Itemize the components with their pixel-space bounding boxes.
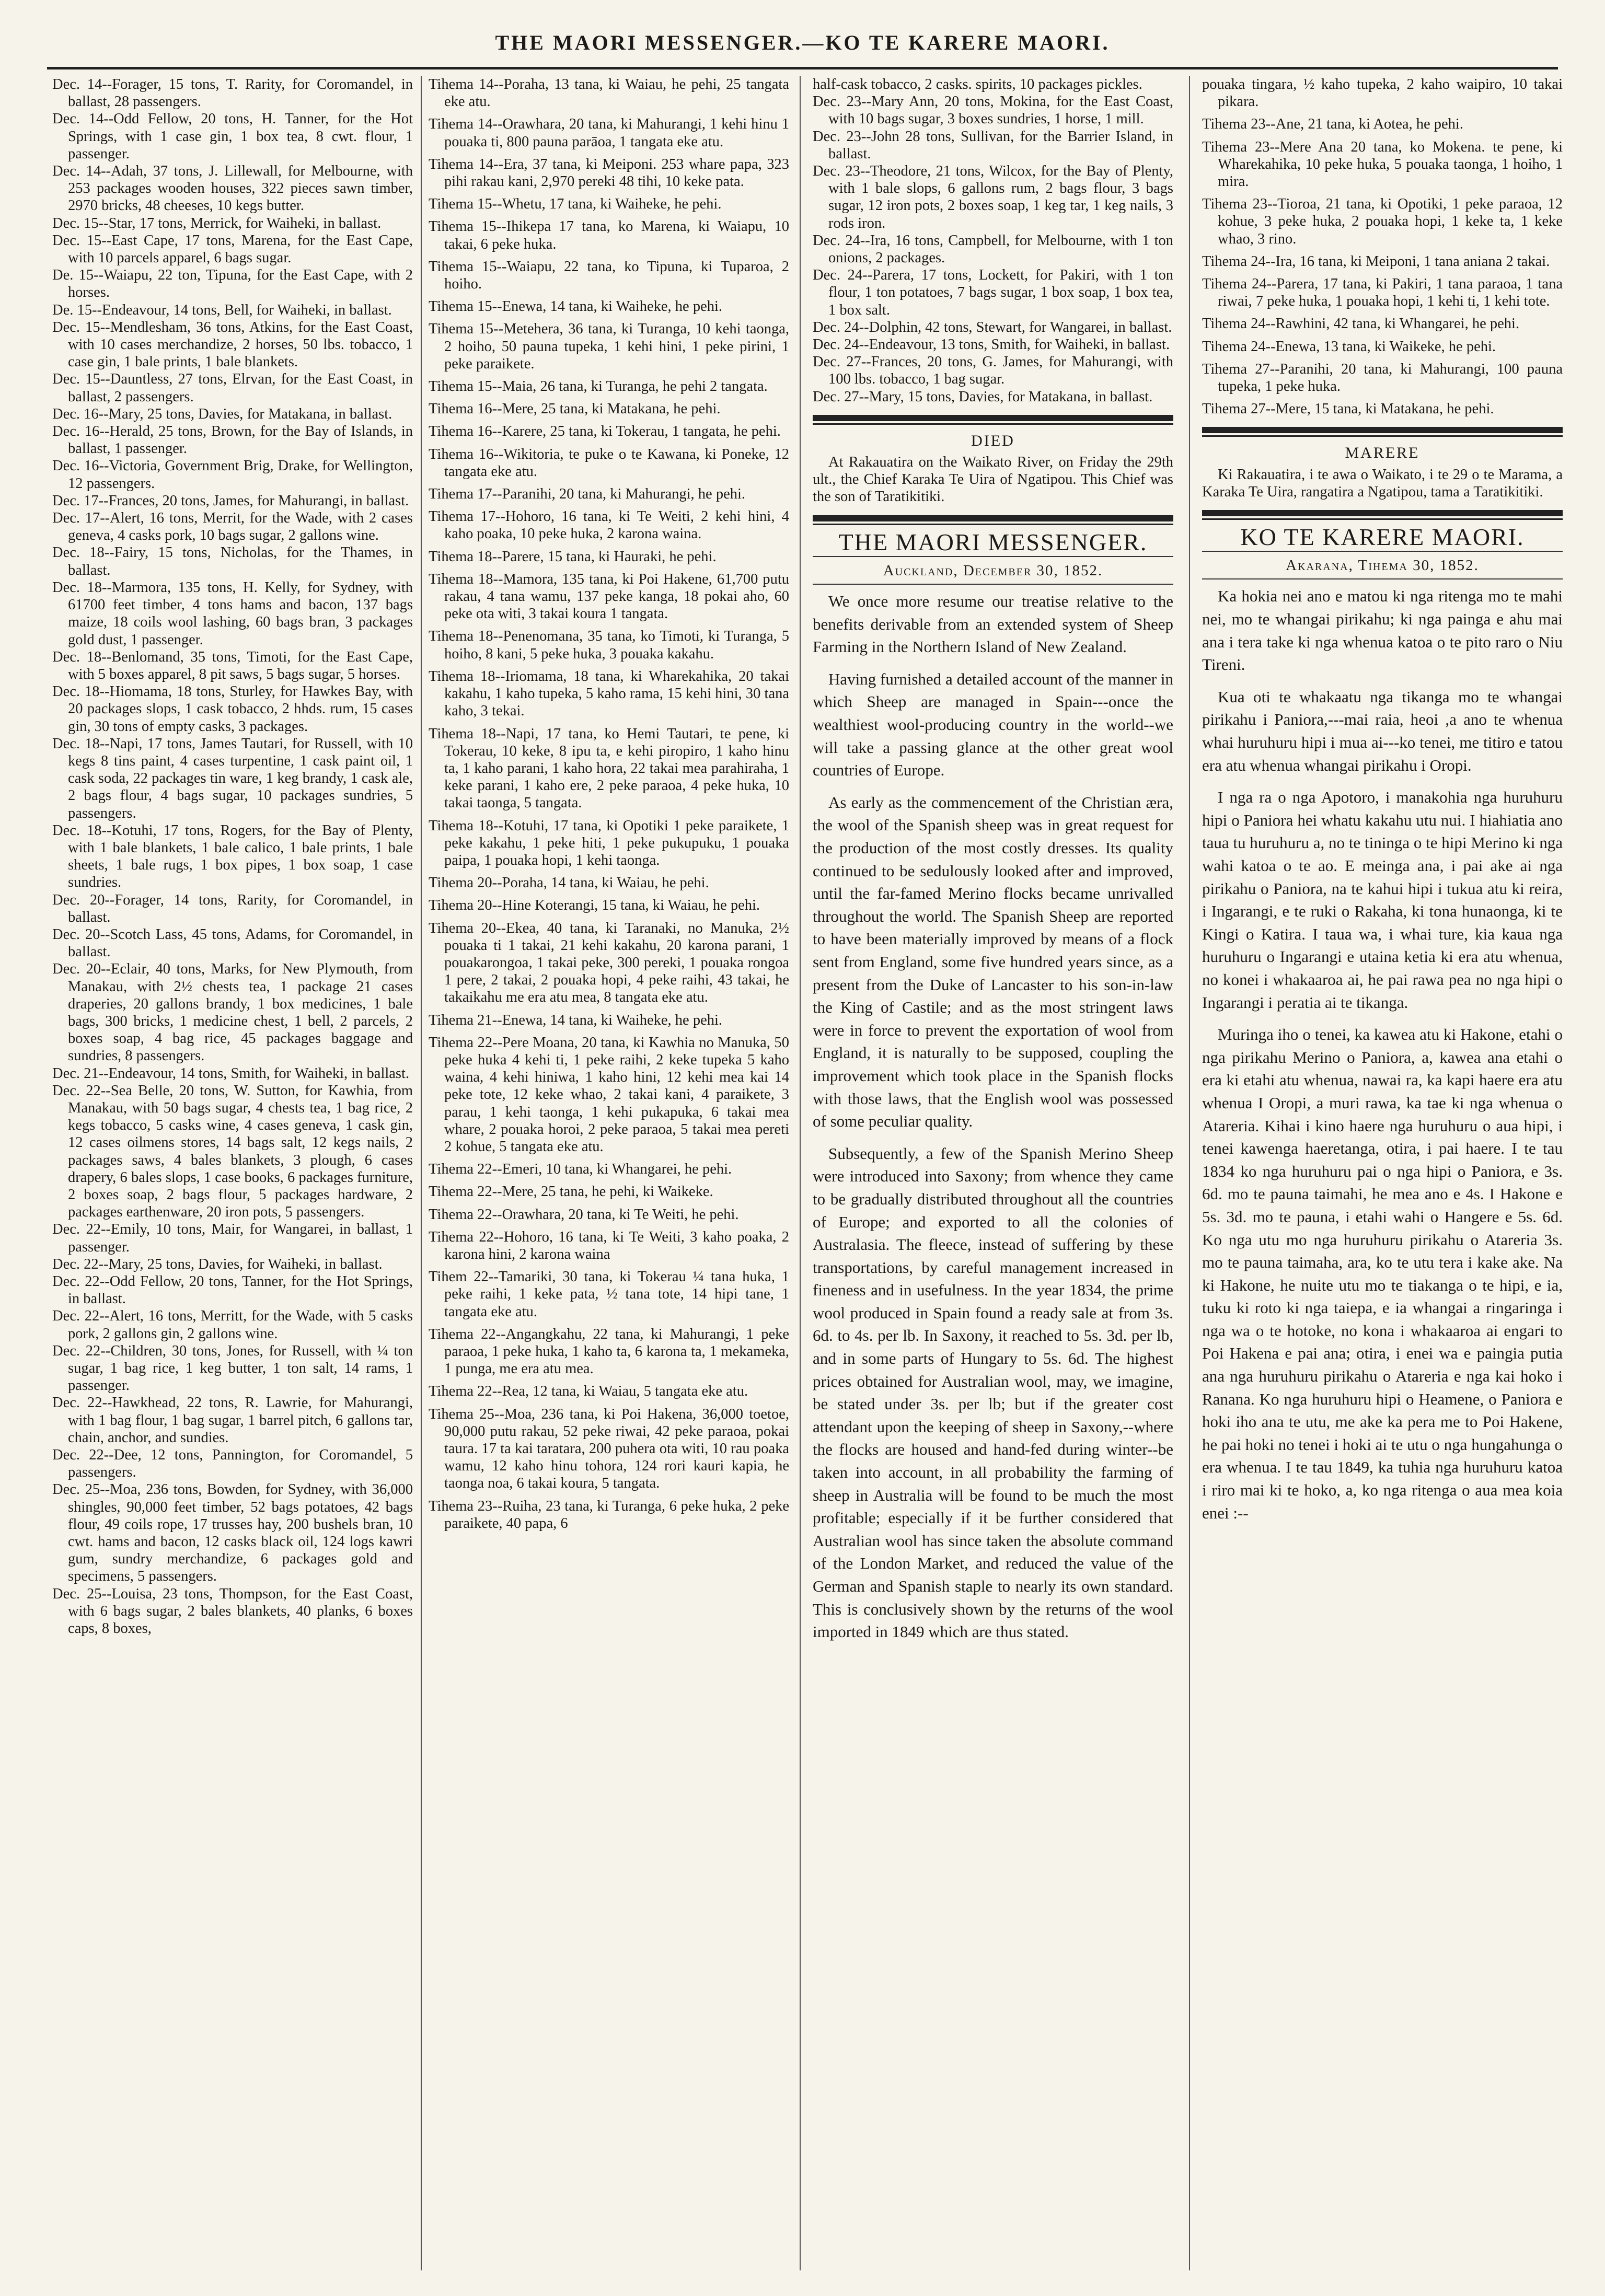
shipping-entry: Tihema 18--Parere, 15 tana, ki Hauraki, he pehi. (429, 548, 717, 565)
section-rule (813, 515, 1173, 525)
shipping-entry: Dec. 22--Odd Fellow, 20 tons, Tanner, for the Hot Springs, in ballast. (52, 1273, 413, 1307)
section-rule (1202, 510, 1563, 520)
shipping-entry: Tihema 22--Hohoro, 16 tana, ki Te Weiti, 3 kaho poaka, 2 karona hini, 2 karona waina (429, 1228, 789, 1262)
article-paragraph: Kua oti te whakaatu nga tikanga mo te whangai pirikahu i Paniora,---mai raia, heoi ,a ano te whenua whai huruhuru hipi i mua ai---ko tenei, me titiro e tatou era atu whenua whangai pirikahu i Oropi. (1202, 687, 1563, 774)
shipping-list-english (52, 76, 413, 2270)
shipping-entry: De. 15--Waiapu, 22 ton, Tipuna, for the East Cape, with 2 horses. (52, 267, 413, 301)
dateline-maori: Akarana, Tihema 30, 1852. (1286, 557, 1479, 574)
shipping-entry: Dec. 15--Mendlesham, 36 tons, Atkins, for the East Coast, with 10 cases merchandize, 2 horses, 50 lbs. tobacco, 1 case gin, 1 bale prints, 1 bale blankets. (52, 319, 413, 370)
shipping-entry: Dec. 18--Hiomama, 18 tons, Sturley, for Hawkes Bay, with 20 packages slops, 1 cask tobacco, 2 hhds. rum, 15 cases gin, 30 tons of empty casks, 3 packages. (52, 683, 413, 735)
shipping-entry: Dec. 16--Victoria, Government Brig, Drake, for Wellington, 12 passengers. (52, 458, 413, 492)
column-divider (421, 76, 422, 2270)
shipping-entry: Dec. 17--Alert, 16 tons, Merrit, for the Wade, with 2 cases geneva, 4 casks pork, 10 bags sugar, 2 gallons wine. (52, 510, 413, 544)
shipping-entry: Dec. 25--Moa, 236 tons, Bowden, for Sydney, with 36,000 shingles, 90,000 feet timber, 52 bags potatoes, 42 bags flour, 49 coils rope, 17 trusses hay, 200 bushels bran, 10 cwt. hams and bacon, 12 casks black oil, 124 logs kawri gum, sundry merchandize, 6 packages gold and specimens, 5 passengers. (52, 1481, 413, 1585)
article-paragraph: I nga ra o nga Apotoro, i manakohia nga huruhuru hipi o Paniora hei whatu kakahu utu nui. I hiahiatia ano taua tu huruhuru a, no te tininga o te hipi Merino ki nga wahi katoa o te ao. E meinga ana, i pai ake ai nga pirikahu o Paniora, na te kahui hipi i tukua atu ki reira, i Ingarangi, e te ruki o Rakaha, ki tona hunaonga, ki te Kingi o Katira. I taua wa, i whai ture, kia kaua nga huruhuru o Ingarangi e utaina ketia ki era atu whenua, no konei i whakaaroa ai, he pai rawa pea no nga hipi o Ingarangi i peratia ai te tikanga. (1202, 788, 1563, 1012)
shipping-entry: pouaka tingara, ½ kaho tupeka, 2 kaho waipiro, 10 takai pikara. (1202, 76, 1563, 110)
shipping-entry: Dec. 14--Forager, 15 tons, T. Rarity, for Coromandel, in ballast, 28 passengers. (52, 76, 413, 110)
shipping-entry: Dec. 15--Star, 17 tons, Merrick, for Waiheki, in ballast. (52, 215, 382, 231)
shipping-entry: Dec. 15--East Cape, 17 tons, Marena, for the East Cape, with 10 parcels apparel, 6 bags sugar. (52, 232, 413, 266)
shipping-entry: Tihem 22--Tamariki, 30 tana, ki Tokerau ¼ tana huka, 1 peke raihi, 1 keke pata, ½ tana tote, 14 hipi tane, 1 tangata eke atu. (429, 1269, 789, 1320)
shipping-entry: Tihema 18--Penenomana, 35 tana, ko Timoti, ki Turanga, 5 hoiho, 8 kani, 5 peke huka, 3 pouaka kakahu. (429, 628, 789, 662)
shipping-entry: Dec. 22--Mary, 25 tons, Davies, for Waiheki, in ballast. (52, 1256, 383, 1272)
shipping-entry: Dec. 24--Ira, 16 tons, Campbell, for Melbourne, with 1 ton onions, 2 packages. (813, 232, 1173, 266)
paper-title-maori: KO TE KARERE MAORI. (1240, 524, 1525, 551)
shipping-entry: Dec. 22--Dee, 12 tons, Pannington, for Coromandel, 5 passengers. (52, 1447, 413, 1481)
section-rule (813, 415, 1173, 425)
article-english (813, 590, 1173, 1643)
shipping-entry: Dec. 18--Kotuhi, 17 tons, Rogers, for the Bay of Plenty, with 1 bale blankets, 1 bale calico, 1 bale prints, 1 bale sheets, 1 bale rugs, 1 box pipes, 1 box soap, 1 case sundries. (52, 822, 413, 891)
died-heading: DIED (971, 432, 1015, 449)
paper-title-english: THE MAORI MESSENGER. (838, 528, 1148, 555)
shipping-entry: Tihema 16--Karere, 25 tana, ki Tokerau, 1 tangata, he pehi. (429, 423, 781, 440)
shipping-entry: Dec. 25--Louisa, 23 tons, Thompson, for the East Coast, with 6 bags sugar, 2 bales blankets, 40 planks, 6 boxes caps, 8 boxes, (52, 1585, 413, 1637)
shipping-entry: Tihema 16--Mere, 25 tana, ki Matakana, he pehi. (429, 401, 721, 418)
shipping-entry: Tihema 18--Napi, 17 tana, ko Hemi Tautari, te pene, ki Tokerau, 10 keke, 8 ipu ta, e kehi piropiro, 1 kaho hinu ta, 1 kaho parani, 1 kaho hora, 22 takai mea parahiraha, 1 keke parani, 1 kaho ere, 2 peke paraoa, 4 peke huka, 10 takai taonga, 5 tangata. (429, 725, 789, 811)
title-rule (1202, 551, 1563, 552)
shipping-entry: Dec. 22--Children, 30 tons, Jones, for Russell, with ¼ ton sugar, 1 bag rice, 1 keg butter, 1 ton salt, 14 rams, 1 passenger. (52, 1342, 413, 1394)
shipping-entry: Tihema 20--Hine Koterangi, 15 tana, ki Waiau, he pehi. (429, 897, 760, 914)
dateline-english: Auckland, December 30, 1852. (883, 562, 1103, 579)
shipping-entry: Tihema 24--Ira, 16 tana, ki Meiponi, 1 tana aniana 2 takai. (1202, 253, 1550, 270)
dateline-rule (1202, 578, 1563, 579)
shipping-entry: Tihema 14--Orawhara, 20 tana, ki Mahurangi, 1 kehi hinu 1 pouaka ti, 800 pauna parāoa, 1 tangata eke atu. (429, 116, 789, 150)
shipping-entry: Dec. 27--Frances, 20 tons, G. James, for Mahurangi, with 100 lbs. tobacco, 1 bag sugar. (813, 354, 1173, 388)
shipping-entry: Tihema 22--Orawhara, 20 tana, ki Te Weiti, he pehi. (429, 1206, 739, 1223)
shipping-entry: Tihema 22--Emeri, 10 tana, ki Whangarei, he pehi. (429, 1161, 732, 1178)
shipping-entry: De. 15--Endeavour, 14 tons, Bell, for Waiheki, in ballast. (52, 302, 392, 318)
column-divider (1189, 76, 1190, 2270)
article-paragraph: Ka hokia nei ano e matou ki nga ritenga mo te mahi nei, mo te whangai pirikahu; ki nga painga e ahu mai ana i tera take ki nga whenua katoa o te pito raro o Niu Tireni. (1202, 587, 1563, 674)
shipping-entry: Tihema 18--Iriomama, 18 tana, ki Wharekahika, 20 takai kakahu, 1 kaho tupeka, 5 kaho rama, 15 kehi hini, 30 tana kaho, 3 tekai. (429, 668, 789, 720)
shipping-entry: Tihema 23--Mere Ana 20 tana, ko Mokena. te pene, ki Wharekahika, 10 peke huka, 5 pouaka taonga, 1 hoiho, 1 mira. (1202, 138, 1563, 190)
shipping-entry: Tihema 25--Moa, 236 tana, ki Poi Hakena, 36,000 toetoe, 90,000 putu rakau, 52 peke riwai, 42 peke paraoa, pokai taura. 17 ta kai taratara, 200 puhera ota witi, 10 rau poaka wamu, 12 kaho hinu tohora, 124 rori kauri kapia, he taonga noa, 6 takai koura, 5 tangata. (429, 1406, 789, 1492)
shipping-entry: Dec. 18--Benlomand, 35 tons, Timoti, for the East Cape, with 5 boxes apparel, 8 pit saws, 5 bags sugar, 5 horses. (52, 648, 413, 682)
shipping-entry: Dec. 17--Frances, 20 tons, James, for Mahurangi, in ballast. (52, 492, 409, 509)
shipping-entry: Dec. 18--Fairy, 15 tons, Nicholas, for the Thames, in ballast. (52, 544, 413, 578)
shipping-entry: Dec. 16--Mary, 25 tons, Davies, for Matakana, in ballast. (52, 405, 392, 422)
shipping-entry: Tihema 17--Hohoro, 16 tana, ki Te Weiti, 2 kehi hini, 4 kaho poaka, 10 peke huka, 2 karona waina. (429, 508, 789, 542)
shipping-entry: Dec. 20--Scotch Lass, 45 tons, Adams, for Coromandel, in ballast. (52, 926, 413, 960)
shipping-entry: Tihema 15--Enewa, 14 tana, ki Waiheke, he pehi. (429, 298, 723, 315)
shipping-entry: Tihema 16--Wikitoria, te puke o te Kawana, ki Poneke, 12 tangata eke atu. (429, 446, 789, 480)
shipping-entry: Dec. 24--Endeavour, 13 tons, Smith, for Waiheki, in ballast. (813, 337, 1170, 353)
shipping-entry: Dec. 22--Sea Belle, 20 tons, W. Sutton, for Kawhia, from Manakau, with 50 bags sugar, 4 chests tea, 1 bag rice, 2 kegs tobacco, 5 casks wine, 4 cases geneva, 1 cask gin, 12 cases oilmens stores, 14 bags salt, 12 kegs nails, 2 packages saws, 4 bales blankets, 3 plough, 6 cases drapery, 6 bales slops, 1 case books, 6 packages furniture, 2 boxes soap, 2 bags flour, 5 packages hardware, 2 packages earthenware, 20 iron pots, 5 passengers. (52, 1082, 413, 1221)
shipping-entry: Tihema 24--Rawhini, 42 tana, ki Whangarei, he pehi. (1202, 316, 1520, 332)
article-paragraph: Having furnished a detailed account of the manner in which Sheep are managed in Spain---once the wealthiest wool-producing country in the world--we will take a passing glance at the other great wool countries of Europe. (813, 669, 1173, 780)
shipping-entry: half-cask tobacco, 2 casks. spirits, 10 packages pickles. (813, 76, 1142, 92)
shipping-entry: Tihema 18--Mamora, 135 tana, ki Poi Hakene, 61,700 putu rakau, 4 tana wamu, 137 peke kanga, 18 pokai aho, 60 peke ota witi, 3 takai koura 1 tangata. (429, 571, 789, 622)
article-paragraph: We once more resume our treatise relative to the benefits derivable from an extended system of Sheep Farming in the Northern Island of New Zealand. (813, 592, 1173, 656)
shipping-entry: Dec. 20--Forager, 14 tons, Rarity, for Coromandel, in ballast. (52, 891, 413, 925)
shipping-entry: Dec. 15--Dauntless, 27 tons, Elrvan, for the East Coast, in ballast, 2 passengers. (52, 371, 413, 405)
shipping-entry: Dec. 20--Eclair, 40 tons, Marks, for New Plymouth, from Manakau, with 2½ chests tea, 1 package 21 cases draperies, 20 gallons brandy, 1 box medicines, 1 bale bags, 300 bricks, 1 medicine chest, 1 bell, 2 parcels, 2 boxes soap, 4 bag rice, 45 packages baggage and sundries, 8 passengers. (52, 961, 413, 1064)
marere-heading: MARERE (1345, 444, 1420, 462)
shipping-entry: Tihema 22--Angangkahu, 22 tana, ki Mahurangi, 1 peke paraoa, 1 peke huka, 1 kaho ta, 6 karona ta, 1 mekameka, 1 punga, me era atu mea. (429, 1326, 789, 1377)
shipping-entry: Dec. 23--John 28 tons, Sullivan, for the Barrier Island, in ballast. (813, 128, 1173, 162)
shipping-entry: Tihema 15--Whetu, 17 tana, ki Waiheke, he pehi. (429, 196, 722, 213)
shipping-entry: Tihema 23--Ruiha, 23 tana, ki Turanga, 6 peke huka, 2 peke paraikete, 40 papa, 6 (429, 1498, 789, 1532)
shipping-entry: Tihema 17--Paranihi, 20 tana, ki Mahurangi, he pehi. (429, 486, 746, 503)
article-paragraph: Subsequently, a few of the Spanish Merino Sheep were introduced into Saxony; from whence they came to be gradually distributed throughout all the countries of Europe; and exported to all the colonies of Australasia. The fleece, instead of suffering by these transportations, by careful management increased in fineness and in usefulness. In the year 1834, the prime wool produced in Spain found a ready sale at from 3s. 6d. to 4s. per lb. In Saxony, it reached to 5s. 3d. per lb, and in some parts of Hungary to 5s. 6d. The highest prices obtained for Australian wool, may, we imagine, be stated under 3s. per lb; but if the greater cost attendant upon the keeping of sheep in Saxony,--where the flocks are housed and hand-fed during winter--be taken into account, in all probability the farming of sheep in Australia will be found to be much the most profitable; especially if it be further considered that Australian wool has since taken the absolute command of the London Market, and reduced the value of the German and Spanish staple to nearly its own standard. This is conclusively shown by the returns of the wool imported in 1849 which are thus stated. (813, 1144, 1173, 1641)
shipping-list-maori (429, 76, 789, 2270)
shipping-entry: Tihema 27--Paranihi, 20 tana, ki Mahurangi, 100 pauna tupeka, 1 peke huka. (1202, 361, 1563, 395)
shipping-entry: Tihema 27--Mere, 15 tana, ki Matakana, he pehi. (1202, 401, 1494, 418)
shipping-entry: Dec. 23--Theodore, 21 tons, Wilcox, for the Bay of Plenty, with 1 bale slops, 6 gallons rum, 2 bags flour, 3 bags sugar, 12 iron pots, 2 boxes soap, 1 keg tar, 1 keg nails, 3 rods iron. (813, 163, 1173, 231)
shipping-entry: Dec. 24--Dolphin, 42 tons, Stewart, for Wangarei, in ballast. (813, 319, 1172, 335)
shipping-entry: Tihema 15--Waiapu, 22 tana, ko Tipuna, ki Tuparoa, 2 hoiho. (429, 258, 789, 293)
shipping-entry: Tihema 22--Pere Moana, 20 tana, ki Kawhia no Manuka, 50 peke huka 4 kehi ti, 1 peke raihi, 2 keke tupeka 5 kaho waina, 4 kehi hiniwa, 1 kaho hini, 12 kehi mea kai 14 peke tote, 12 keke whao, 2 takai kani, 4 paraikete, 3 parau, 1 kehi taonga, 1 kehi pukapuka, 6 takai mea whare, 2 pouaka horoi, 2 peke paraoa, 5 takai mea pereti 2 kohue, 5 tangata eke atu. (429, 1034, 789, 1155)
shipping-entry: Tihema 14--Poraha, 13 tana, ki Waiau, he pehi, 25 tangata eke atu. (429, 76, 789, 110)
shipping-entry: Dec. 22--Emily, 10 tons, Mair, for Wangarei, in ballast, 1 passenger. (52, 1221, 413, 1255)
shipping-list-maori-continued (1202, 76, 1563, 418)
shipping-entry: Tihema 22--Mere, 25 tana, he pehi, ki Waikeke. (429, 1184, 713, 1200)
shipping-entry: Tihema 15--Metehera, 36 tana, ki Turanga, 10 kehi taonga, 2 hoiho, 50 pauna tupeka, 1 kehi hini, 1 peke pirini, 1 peke paraikete. (429, 321, 789, 372)
shipping-entry: Dec. 16--Herald, 25 tons, Brown, for the Bay of Islands, in ballast, 1 passenger. (52, 423, 413, 457)
marere-notice: Ki Rakauatira, i te awa o Waikato, i te 29 o te Marama, a Karaka Te Uira, rangatira a Ngatipou, tama a Taratikitiki. (1202, 466, 1563, 500)
shipping-entry: Dec. 27--Mary, 15 tons, Davies, for Matakana, in ballast. (813, 388, 1153, 405)
shipping-entry: Tihema 18--Kotuhi, 17 tana, ki Opotiki 1 peke paraikete, 1 peke kakahu, 1 peke hiti, 1 peke pukupuku, 1 pouaka paipa, 1 pouaka hopi, 1 kehi taonga. (429, 817, 789, 868)
dateline-rule (813, 584, 1173, 585)
shipping-entry: Tihema 23--Ane, 21 tana, ki Aotea, he pehi. (1202, 116, 1463, 133)
maori-column (1202, 76, 1563, 2270)
article-maori (1202, 585, 1563, 1524)
shipping-entry: Tihema 21--Enewa, 14 tana, ki Waiheke, he pehi. (429, 1012, 723, 1028)
english-column (813, 76, 1173, 2270)
shipping-entry: Tihema 22--Rea, 12 tana, ki Waiau, 5 tangata eke atu. (429, 1383, 748, 1400)
masthead-rule (47, 67, 1558, 69)
shipping-entry: Tihema 15--Ihikepa 17 tana, ko Marena, ki Waiapu, 10 takai, 6 peke huka. (429, 218, 789, 252)
shipping-list-english-continued (813, 76, 1173, 405)
shipping-entry: Tihema 14--Era, 37 tana, ki Meiponi. 253 whare papa, 323 pihi rakau kani, 2,970 pereki 48 tihi, 10 keke pata. (429, 156, 789, 190)
shipping-entry: Dec. 22--Alert, 16 tons, Merritt, for the Wade, with 5 casks pork, 2 gallons gin, 2 gallons wine. (52, 1308, 413, 1342)
shipping-entry: Dec. 18--Marmora, 135 tons, H. Kelly, for Sydney, with 61700 feet timber, 4 tons hams and bacon, 137 bags maize, 18 coils wool lashing, 60 bags bran, 3 packages gold dust, 1 passenger. (52, 579, 413, 648)
column-divider (800, 76, 801, 2270)
shipping-entry: Tihema 20--Ekea, 40 tana, ki Taranaki, no Manuka, 2½ pouaka ti 1 takai, 21 kehi kakahu, 20 karona parani, 1 pouakarongoa, 1 takai peke, 300 pereki, 1 pouaka rongoa 1 pere, 2 takai, 2 pouaka hopi, 4 peke raihi, 43 takai, he takaikahu me era atu mea, 8 tangata eke atu. (429, 920, 789, 1006)
article-paragraph: As early as the commencement of the Christian æra, the wool of the Spanish sheep was in great request for the production of the most costly dresses. Its quality continued to be sedulously looked after and improved, until the far-famed Merino flocks became unrivalled throughout the world. The Spanish Sheep are reported to have been materially improved by means of a flock sent from England, some five hundred years since, as a present from the Duke of Lancaster to his son-in-law the King of Castile; and as the most stringent laws were in force to prevent the exportation of wool from England, it is naturally to be supposed, coupling the improvement which took place in the Spanish flocks with those laws, that the English wool was possessed of some peculiar quality. (813, 793, 1173, 1131)
shipping-entry: Dec. 22--Hawkhead, 22 tons, R. Lawrie, for Mahurangi, with 1 bag flour, 1 bag sugar, 1 barrel pitch, 6 gallons tar, chain, anchor, and sundies. (52, 1395, 413, 1446)
shipping-entry: Dec. 24--Parera, 17 tons, Lockett, for Pakiri, with 1 ton flour, 1 ton potatoes, 7 bags sugar, 1 box soap, 1 box tea, 1 box salt. (813, 267, 1173, 318)
shipping-entry: Tihema 20--Poraha, 14 tana, ki Waiau, he pehi. (429, 875, 709, 891)
section-rule (1202, 427, 1563, 437)
shipping-entry: Dec. 23--Mary Ann, 20 tons, Mokina, for the East Coast, with 10 bags sugar, 3 boxes sundries, 1 horse, 1 mill. (813, 94, 1173, 127)
shipping-entry: Dec. 18--Napi, 17 tons, James Tautari, for Russell, with 10 kegs 8 tins paint, 4 cases turpentine, 1 cask paint oil, 1 cask soda, 22 packages tin ware, 1 keg brandy, 1 cask ale, 2 bags flour, 4 bags sugar, 10 packages sundries, 5 passengers. (52, 735, 413, 821)
shipping-entry: Tihema 24--Parera, 17 tana, ki Pakiri, 1 tana paraoa, 1 tana riwai, 7 peke huka, 1 pouaka hopi, 1 kehi ti, 1 kehi tote. (1202, 276, 1563, 310)
shipping-entry: Tihema 24--Enewa, 13 tana, ki Waikeke, he pehi. (1202, 338, 1496, 355)
article-paragraph: Muringa iho o tenei, ka kawea atu ki Hakone, etahi o nga pirikahu Merino o Paniora, a, kawea ana etahi o era ki etahi atu whenua, nawai ra, ka kapi haere era atu whenua I Oropi, a muri rawa, ka tae ki nga whenua o Atareria. Kihai i kino haere nga huruhuru o aua hipi, i tenei kawenga haeretanga, otira, i pai haere. I te tau 1834 ko nga huruhuru pai o nga hipi o Paniora, e 3s. 6d. mo te pauna taimahi, he mea ano e 4s. I Hakone e 5s. 3d. mo te pauna, i etahi wahi o Hangere e 5s. 6d. Ko nga utu mo nga huruhuru pirikahu o Atareria 3s. mo te pauna taimaha, ara, ko te utu tera i kake ake. Na ki Hakone, he nuite utu mo te tiakanga o te hipi, e ia, tuku ki roto ki nga taiepa, e ia whangai a ringaringa i nga wa o te hotoke, no kona i whakaaroa ai engari to Poi Hakena e pai ana; otira, i enei wa e paingia putia ana nga huruhuru pirikahu o Atareria e nga kai hoko i Ranana. Ko nga huruhuru hipi o Heamene, o Paniora e hoki iho ana te utu, me ake ka pera me to Poi Hakene, he pai hoki no tenei i hoki ai te utu o nga hungahunga o era whenua. I te tau 1849, ka tuhia nga huruhuru katoa i riro mai ki te hoko, a, ko nga ritenga o aua mea koia enei :-- (1202, 1025, 1563, 1522)
shipping-entry: Dec. 21--Endeavour, 14 tons, Smith, for Waiheki, in ballast. (52, 1065, 410, 1082)
shipping-entry: Tihema 23--Tioroa, 21 tana, ki Opotiki, 1 peke paraoa, 12 kohue, 3 peke huka, 2 pouaka hopi, 1 keke ta, 1 keke whao, 3 rino. (1202, 196, 1563, 247)
masthead: THE MAORI MESSENGER.—KO TE KARERE MAORI. (495, 31, 1110, 54)
shipping-entry: Dec. 14--Adah, 37 tons, J. Lillewall, for Melbourne, with 253 packages wooden houses, 322 pieces sawn timber, 2970 bricks, 48 cheeses, 10 kegs butter. (52, 163, 413, 214)
shipping-entry: Tihema 15--Maia, 26 tana, ki Turanga, he pehi 2 tangata. (429, 378, 768, 395)
died-notice: At Rakauatira on the Waikato River, on Friday the 29th ult., the Chief Karaka Te Uira of Ngatipou. This Chief was the son of Taratikitiki. (813, 454, 1173, 505)
title-rule (813, 556, 1173, 557)
shipping-entry: Dec. 14--Odd Fellow, 20 tons, H. Tanner, for the Hot Springs, with 1 case gin, 1 box tea, 8 cwt. flour, 1 passenger. (52, 111, 413, 162)
